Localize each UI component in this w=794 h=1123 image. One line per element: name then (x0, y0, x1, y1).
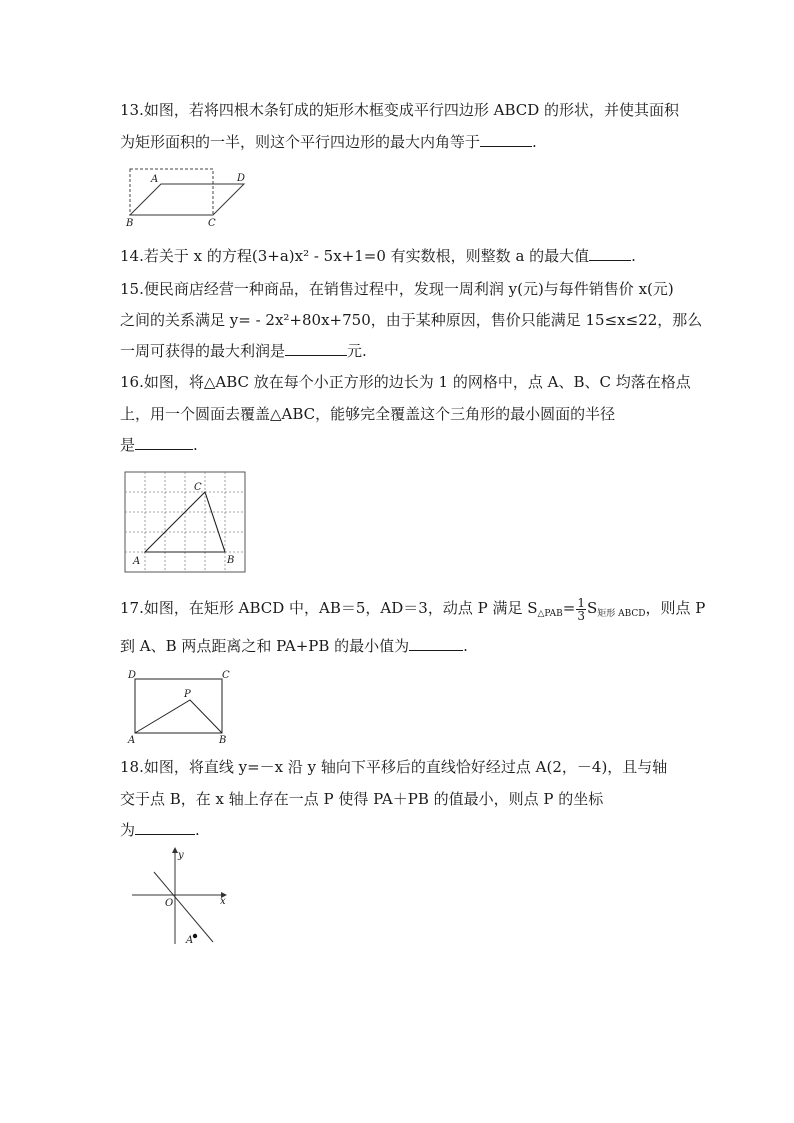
q17-end: . (463, 637, 468, 655)
q15-end: 元. (347, 342, 367, 360)
q18-end: . (195, 821, 200, 839)
q17-fraction-num: 1 (577, 595, 585, 610)
q13-label-b: B (126, 218, 134, 229)
q16-answer-blank (135, 435, 193, 450)
q15-line2: 之间的关系满足 y= - 2x²+80x+750，由于某种原因，售价只能满足 15≤x≤22，那么 (120, 311, 703, 329)
q13-answer-blank (480, 132, 532, 147)
q18-line-y-neg-x (154, 872, 213, 942)
q13-line1: 13.如图，若将四根木条钉成的矩形木框变成平行四边形 ABCD 的形状，并使其面积 (120, 101, 680, 119)
q13-figure (124, 166, 254, 230)
q17-label-c: C (222, 670, 230, 681)
q17-label-b: B (219, 735, 227, 746)
q18-line2: 交于点 B，在 x 轴上存在一点 P 使得 PA＋PB 的值最小，则点 P 的坐标 (120, 790, 604, 808)
q14-answer-blank (589, 246, 631, 261)
q13-end: . (532, 133, 537, 151)
q17-label-d: D (128, 670, 137, 681)
q13-label-d: D (237, 173, 246, 184)
q16-label-a: A (133, 556, 141, 567)
q16-figure (124, 471, 246, 575)
q13-label-c: C (208, 218, 216, 229)
q16-label-c: C (194, 482, 202, 493)
q16-end: . (193, 436, 198, 454)
q16-label-b: B (227, 555, 235, 566)
q15-line3 (120, 341, 367, 361)
q15-line1: 15.便民商店经营一种商品，在销售过程中，发现一周利润 y(元)与每件销售价 x(元) (120, 280, 674, 298)
q17-line2-text: 到 A、B 两点距离之和 PA+PB 的最小值为 (120, 637, 410, 655)
q13-rectangle-dashed (130, 169, 213, 215)
q17-sub-pab: △PAB (537, 609, 563, 619)
q13-line2 (120, 132, 537, 152)
q14-end: . (631, 247, 636, 265)
q18-line3 (120, 820, 200, 840)
q16-line2: 上，用一个圆面去覆盖△ABC，能够完全覆盖这个三角形的最小圆面的半径 (120, 405, 616, 423)
q18-label-x: x (220, 896, 226, 907)
q18-figure (124, 844, 234, 948)
q17-line2 (120, 636, 468, 656)
q13-line2-text: 为矩形面积的一半，则这个平行四边形的最大内角等于 (120, 133, 481, 151)
q18-point-a (193, 934, 197, 938)
q17-equals: = (562, 599, 576, 617)
q18-answer-blank (135, 820, 195, 835)
q14-line1-text: 14.若关于 x 的方程(3+a)x² - 5x+1=0 有实数根，则整数 a 的最大值 (120, 247, 590, 265)
q17-fraction (576, 597, 586, 622)
q17-line1-pre: 17.如图，在矩形 ABCD 中，AB＝5，AD＝3，动点 P 满足 S (120, 599, 538, 617)
q18-label-a: A (186, 935, 194, 946)
q15-line3-text: 一周可获得的最大利润是 (120, 342, 286, 360)
q17-line1 (120, 595, 705, 627)
q16-line1: 16.如图，将△ABC 放在每个小正方形的边长为 1 的网格中，点 A、B、C 均落在格点 (120, 373, 691, 391)
q18-label-y: y (178, 850, 184, 861)
q14-line1 (120, 246, 636, 266)
q17-label-p: P (184, 689, 191, 700)
q13-parallelogram (130, 184, 244, 215)
q17-line1-post: ，则点 P (645, 599, 706, 617)
q17-fraction-den: 3 (577, 608, 585, 623)
q13-label-a: A (151, 174, 159, 185)
q17-s2: S (587, 599, 598, 617)
q17-answer-blank (409, 636, 463, 651)
q17-path-apb (135, 700, 222, 733)
q17-figure (124, 667, 236, 747)
q18-label-o: O (165, 898, 174, 909)
q18-line3-text: 为 (120, 821, 136, 839)
q17-sub-rect: 矩形 ABCD (597, 609, 646, 619)
q15-answer-blank (285, 341, 347, 356)
q17-label-a: A (128, 735, 136, 746)
q16-line3 (120, 435, 198, 455)
q16-line3-text: 是 (120, 436, 136, 454)
q18-line1: 18.如图，将直线 y=－x 沿 y 轴向下平移后的直线恰好经过点 A(2，－4)，且与轴 (120, 758, 668, 776)
